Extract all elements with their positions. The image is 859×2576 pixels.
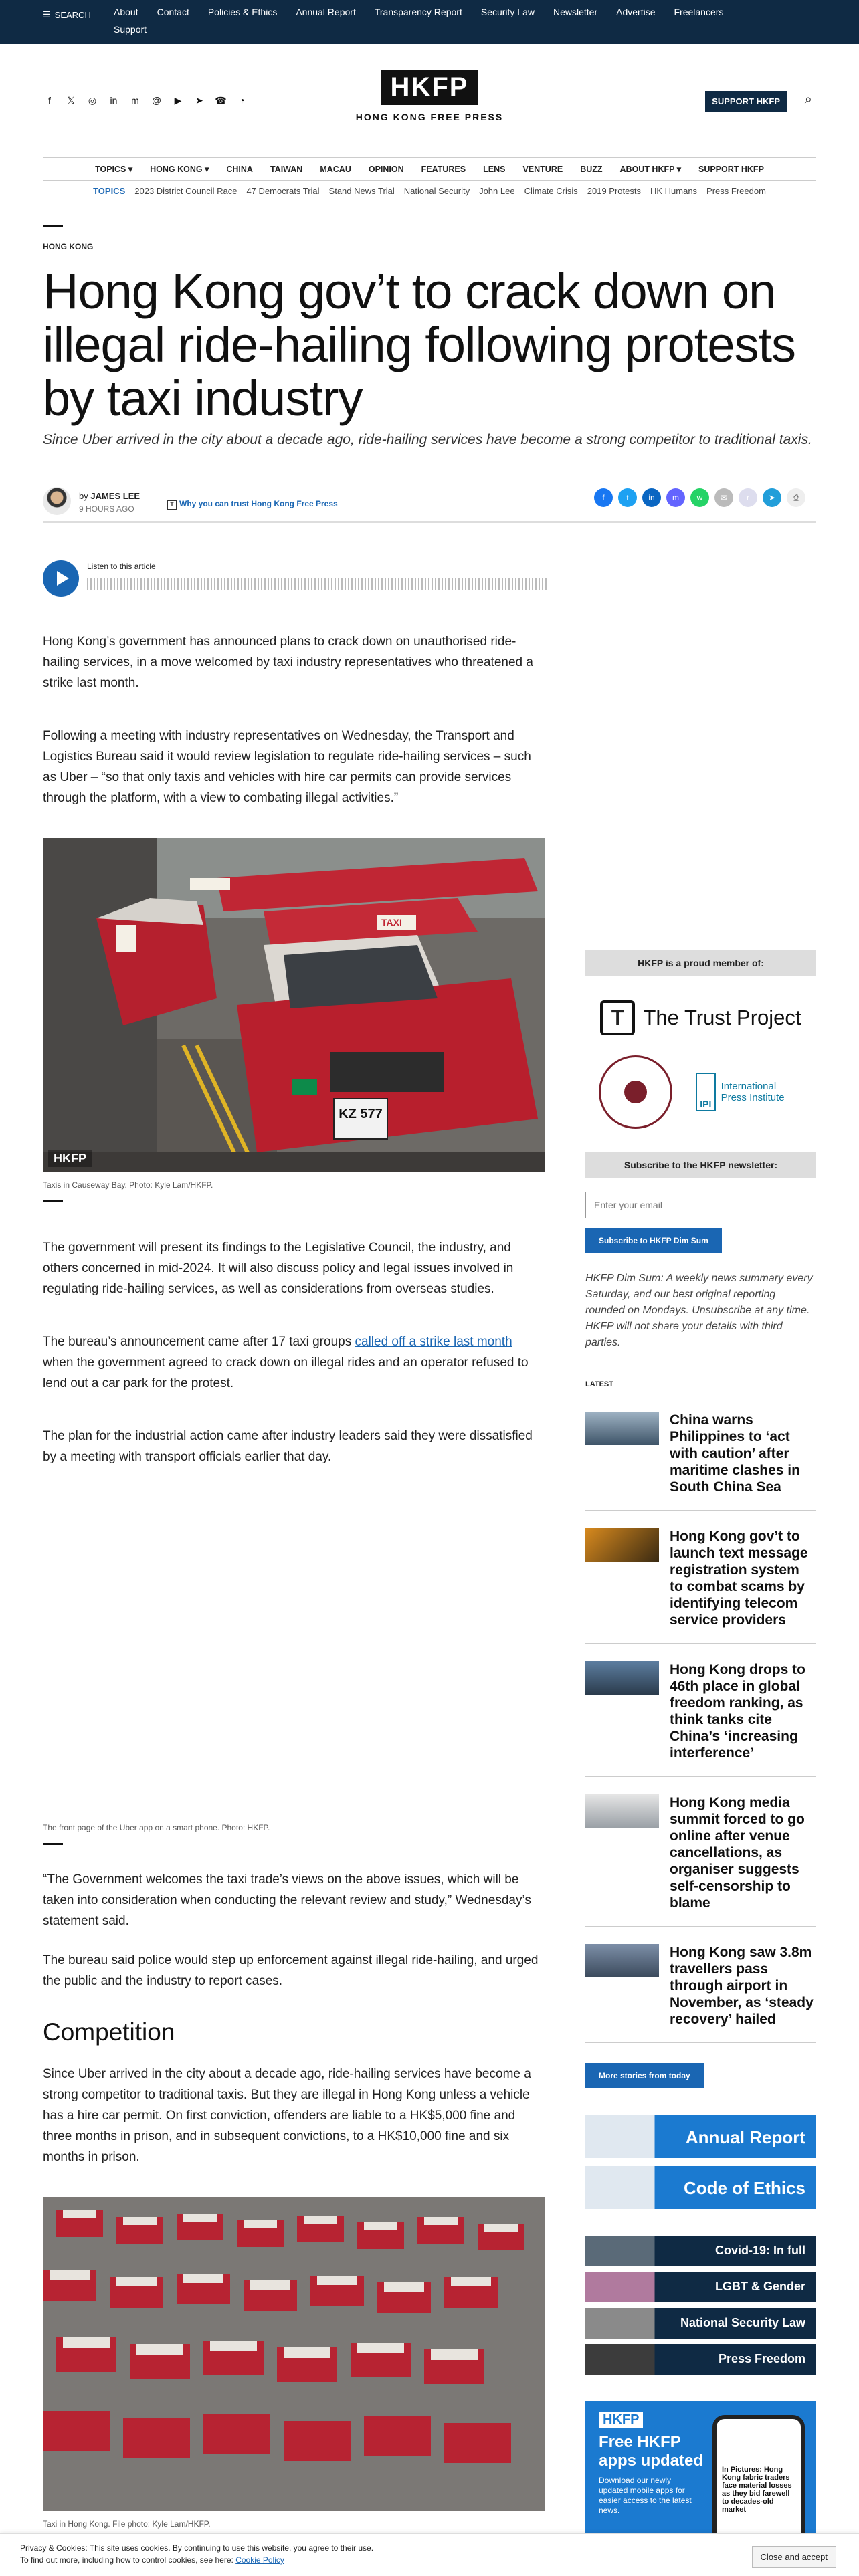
print-icon[interactable]: ⎙	[787, 488, 805, 507]
annual-report-banner[interactable]: Annual Report	[585, 2115, 816, 2158]
search-icon[interactable]: ⌕	[804, 92, 812, 107]
category-kicker[interactable]: HONG KONG	[43, 242, 94, 251]
list-item[interactable]: Hong Kong drops to 46th place in global freedom ranking, as think tanks cite China’s ‘increasing interference’	[585, 1661, 816, 1777]
author-line: by JAMES LEE	[79, 491, 140, 501]
topics-label: TOPICS	[93, 185, 126, 196]
social-links	[43, 94, 249, 107]
share-facebook-icon[interactable]: f	[594, 488, 613, 507]
menu-icon: ☰	[43, 9, 51, 19]
subscribe-button[interactable]: Subscribe to HKFP Dim Sum	[585, 1228, 722, 1253]
member-logos	[585, 1055, 816, 1129]
trust-project-icon: T	[600, 1000, 635, 1035]
x-icon[interactable]: 𝕏	[67, 95, 75, 106]
paragraph: Following a meeting with industry representatives on Wednesday, the Transport and Logistics Bureau said it would review legislation to regulate ride-hailing services – such as Uber – “so that only taxis and vehicles with hire car permits can provide services through the platform, with a view to combating illegal activities.”	[43, 729, 531, 805]
byline	[43, 487, 816, 523]
topic-link[interactable]: 2023 District Council Race	[134, 185, 237, 196]
site-logo[interactable]	[356, 70, 503, 122]
top-link-transparency[interactable]: Transparency Report	[374, 7, 462, 17]
photo-caption: Taxi in Hong Kong. File photo: Kyle Lam/HKFP.	[43, 2519, 211, 2529]
topic-link[interactable]: National Security	[403, 185, 470, 196]
topic-link[interactable]: HK Humans	[650, 185, 698, 196]
phone-headline: In Pictures: Hong Kong fabric traders face material losses as they bid farewell to decades-old market	[722, 2466, 792, 2514]
logo-subtitle: HONG KONG FREE PRESS	[355, 112, 504, 122]
thumbnail	[585, 1528, 659, 1562]
article-dek: Since Uber arrived in the city about a decade ago, ride-hailing services have become a strong competitor to traditional taxis.	[43, 432, 812, 447]
search-button[interactable]	[43, 9, 91, 20]
listen-label: Listen to this article	[87, 562, 156, 571]
audio-waveform[interactable]	[87, 578, 549, 590]
phone-mockup	[712, 2415, 805, 2535]
nav-support-hkfp[interactable]: SUPPORT HKFP	[698, 164, 764, 174]
nav-taiwan[interactable]: TAIWAN	[270, 164, 303, 174]
top-link-support[interactable]: Support	[114, 24, 147, 35]
national-security-banner[interactable]: National Security Law	[585, 2308, 816, 2339]
member-heading: HKFP is a proud member of:	[585, 950, 816, 976]
embed-placeholder	[43, 1467, 545, 1815]
thumbnail	[585, 1794, 659, 1828]
trust-link[interactable]: T Why you can trust Hong Kong Free Press	[167, 499, 338, 510]
share-mastodon-icon[interactable]: m	[666, 488, 685, 507]
telegram-icon[interactable]: ➤	[195, 95, 203, 106]
topic-link[interactable]: Stand News Trial	[328, 185, 395, 196]
nav-buzz[interactable]: BUZZ	[580, 164, 603, 174]
topic-banners	[585, 2236, 816, 2375]
nav-macau[interactable]: MACAU	[320, 164, 351, 174]
rss-icon[interactable]: ◔	[239, 95, 246, 106]
nav-topics[interactable]: TOPICS ▾	[95, 165, 133, 174]
photo-caption: The front page of the Uber app on a smart phone. Photo: HKFP.	[43, 1823, 270, 1832]
site-header	[43, 44, 816, 158]
cookie-text: Privacy & Cookies: This site uses cookies. By continuing to use this website, you agree to their use.	[20, 2543, 374, 2553]
publish-time: 9 HOURS AGO	[79, 504, 134, 514]
linkedin-icon[interactable]: in	[110, 95, 118, 106]
play-icon[interactable]	[43, 560, 79, 597]
society-of-publishers-seal-icon[interactable]	[599, 1055, 672, 1129]
list-item[interactable]: Hong Kong gov’t to launch text message registration system to combat scams by identifying telecom service providers	[585, 1528, 816, 1644]
mastodon-icon[interactable]: m	[131, 95, 139, 106]
promo-title: Free HKFP apps updated	[599, 2433, 704, 2470]
photo-watermark: HKFP	[48, 1150, 92, 1167]
nav-about-hkfp[interactable]: ABOUT HKFP ▾	[619, 165, 681, 174]
threads-icon[interactable]: @	[151, 95, 162, 106]
latest-list	[585, 1412, 816, 2043]
topic-link[interactable]: Press Freedom	[706, 185, 766, 196]
top-link-freelancers[interactable]: Freelancers	[674, 7, 724, 17]
article-body	[43, 559, 545, 2529]
nav-lens[interactable]: LENS	[483, 164, 506, 174]
top-link-security-law[interactable]: Security Law	[480, 7, 535, 17]
caption-rule	[43, 1843, 63, 1845]
newsletter-note: HKFP Dim Sum: A weekly news summary every Saturday, and our best original reporting rounded on Mondays. Unsubscribe at any time. HKFP will not share your details with third parties.	[585, 1273, 813, 1348]
share-whatsapp-icon[interactable]: w	[690, 488, 709, 507]
topic-link[interactable]: 2019 Protests	[587, 185, 641, 196]
paragraph: The bureau said police would step up enforcement against illegal ride-hailing, and urged the public and the industry to report cases.	[43, 1953, 539, 1988]
close-accept-button[interactable]: Close and accept	[752, 2546, 836, 2568]
article-title: Hong Kong gov’t to crack down on illegal ride-hailing following protests by taxi industry	[43, 263, 796, 426]
paragraph: “The Government welcomes the taxi trade’s views on the above issues, which will be taken into consideration when conducting the relevant review and study,” Wednesday’s statement said.	[43, 1872, 531, 1928]
thumbnail	[585, 1661, 659, 1695]
trust-project-name: The Trust Project	[643, 1006, 801, 1029]
cookie-banner	[0, 2533, 859, 2576]
share-linkedin-icon[interactable]: in	[642, 488, 661, 507]
main-nav	[43, 158, 816, 181]
nav-venture[interactable]: VENTURE	[522, 164, 563, 174]
facebook-icon[interactable]: f	[48, 95, 51, 106]
promo-text: Download our newly updated mobile apps for easier access to the latest news.	[599, 2476, 692, 2515]
cookie-policy-link[interactable]: Cookie Policy	[235, 2555, 284, 2565]
nav-hong-kong[interactable]: HONG KONG ▾	[150, 165, 209, 174]
photo-taxis-causeway-bay[interactable]	[43, 838, 545, 1172]
ipi-name: International Press Institute	[721, 1081, 785, 1103]
support-hkfp-button[interactable]: SUPPORT HKFP	[705, 91, 787, 112]
top-link-advertise[interactable]: Advertise	[616, 7, 656, 17]
press-freedom-banner[interactable]: Press Freedom	[585, 2344, 816, 2375]
newsletter-heading: Subscribe to the HKFP newsletter:	[585, 1152, 816, 1178]
thumbnail	[585, 1412, 659, 1445]
nav-features[interactable]: FEATURES	[421, 164, 466, 174]
utility-links	[114, 6, 769, 35]
paragraph: Hong Kong’s government has announced plans to crack down on unauthorised ride-hailing services, in a move welcomed by taxi industry representatives who threatened a strike last month.	[43, 635, 533, 690]
promo-logo: HKFP	[599, 2412, 643, 2428]
ipi-logo[interactable]	[696, 1073, 803, 1111]
phone-icon[interactable]: ☎	[215, 95, 227, 106]
taxi-roof-sign: TAXI	[381, 917, 402, 928]
instagram-icon[interactable]: ◎	[88, 95, 97, 106]
top-link-annual-report[interactable]: Annual Report	[296, 7, 356, 17]
ipi-mark: IPI	[696, 1073, 716, 1111]
top-link-about[interactable]: About	[114, 7, 138, 17]
top-utility-bar	[0, 0, 859, 44]
photo-caption: Taxis in Causeway Bay. Photo: Kyle Lam/HKFP.	[43, 1180, 213, 1190]
more-stories-button[interactable]: More stories from today	[585, 2063, 704, 2088]
topic-link[interactable]: 47 Democrats Trial	[246, 185, 320, 196]
top-link-newsletter[interactable]: Newsletter	[553, 7, 598, 17]
share-twitter-icon[interactable]: t	[618, 488, 637, 507]
share-reddit-icon[interactable]: r	[739, 488, 757, 507]
latest-heading: LATEST	[585, 1380, 816, 1394]
strike-article-link[interactable]: called off a strike last month	[355, 1335, 512, 1349]
caption-rule	[43, 1200, 63, 1202]
logo-mark: HKFP	[381, 70, 478, 105]
nav-china[interactable]: CHINA	[226, 164, 253, 174]
author-name[interactable]: JAMES LEE	[90, 491, 140, 501]
cookie-text-2: To find out more, including how to control cookies, see here: Cookie Policy	[20, 2555, 284, 2565]
search-label: SEARCH	[54, 9, 91, 20]
covid-banner[interactable]: Covid-19: In full	[585, 2236, 816, 2266]
list-item[interactable]: Hong Kong media summit forced to go online after venue cancellations, as organiser suggests self-censorship to blame	[585, 1794, 816, 1927]
paragraph: Since Uber arrived in the city about a decade ago, ride-hailing services have become a strong competitor to traditional taxis. But they are illegal in Hong Kong unless a vehicle has a hire car permit. On first conviction, offenders are liable to a HK$5,000 fine and three months in prison, and in subsequent convictions, to a HK$10,000 fine and six months in prison.	[43, 2067, 531, 2164]
topic-link[interactable]: Climate Crisis	[524, 185, 578, 196]
top-link-policies[interactable]: Policies & Ethics	[207, 7, 278, 17]
share-email-icon[interactable]: ✉	[714, 488, 733, 507]
app-promo[interactable]	[585, 2401, 816, 2535]
license-plate: KZ 577	[339, 1107, 383, 1121]
audio-player	[43, 559, 545, 599]
trust-project-logo[interactable]	[585, 1000, 816, 1035]
list-item[interactable]: China warns Philippines to ‘act with caution’ after maritime clashes in South China Sea	[585, 1412, 816, 1511]
email-input[interactable]: Enter your email	[585, 1192, 816, 1218]
share-buttons	[594, 488, 805, 507]
lgbt-banner[interactable]: LGBT & Gender	[585, 2272, 816, 2302]
sidebar	[585, 950, 816, 2535]
top-link-contact[interactable]: Contact	[157, 7, 189, 17]
photo-taxis-hong-kong[interactable]	[43, 2197, 545, 2511]
topic-link[interactable]: John Lee	[479, 185, 515, 196]
share-telegram-icon[interactable]: ➤	[763, 488, 781, 507]
paragraph: The plan for the industrial action came after industry leaders said they were dissatisfied by a meeting with transport officials earlier that day.	[43, 1429, 533, 1464]
paragraph: The government will present its findings to the Legislative Council, the industry, and others concerned in mid-2024. It will also discuss policy and legal issues involved in regulating ride-hailing services, as well as considerations from overseas studies.	[43, 1241, 514, 1296]
topics-nav	[43, 181, 816, 201]
kicker-rule	[43, 225, 63, 227]
section-heading: Competition	[43, 2018, 175, 2046]
list-item[interactable]: Hong Kong saw 3.8m travellers pass through airport in November, as ‘steady recovery’ hailed	[585, 1944, 816, 2043]
nav-opinion[interactable]: OPINION	[368, 164, 404, 174]
author-avatar[interactable]	[43, 487, 71, 515]
youtube-icon[interactable]: ▶	[174, 95, 182, 106]
trust-icon: T	[167, 500, 177, 510]
thumbnail	[585, 1944, 659, 1977]
code-of-ethics-banner[interactable]: Code of Ethics	[585, 2166, 816, 2209]
paragraph: The bureau’s announcement came after 17 taxi groups called off a strike last month when the government agreed to crack down on illegal rides and an operator refused to lend out a car park for the protest.	[43, 1335, 529, 1390]
